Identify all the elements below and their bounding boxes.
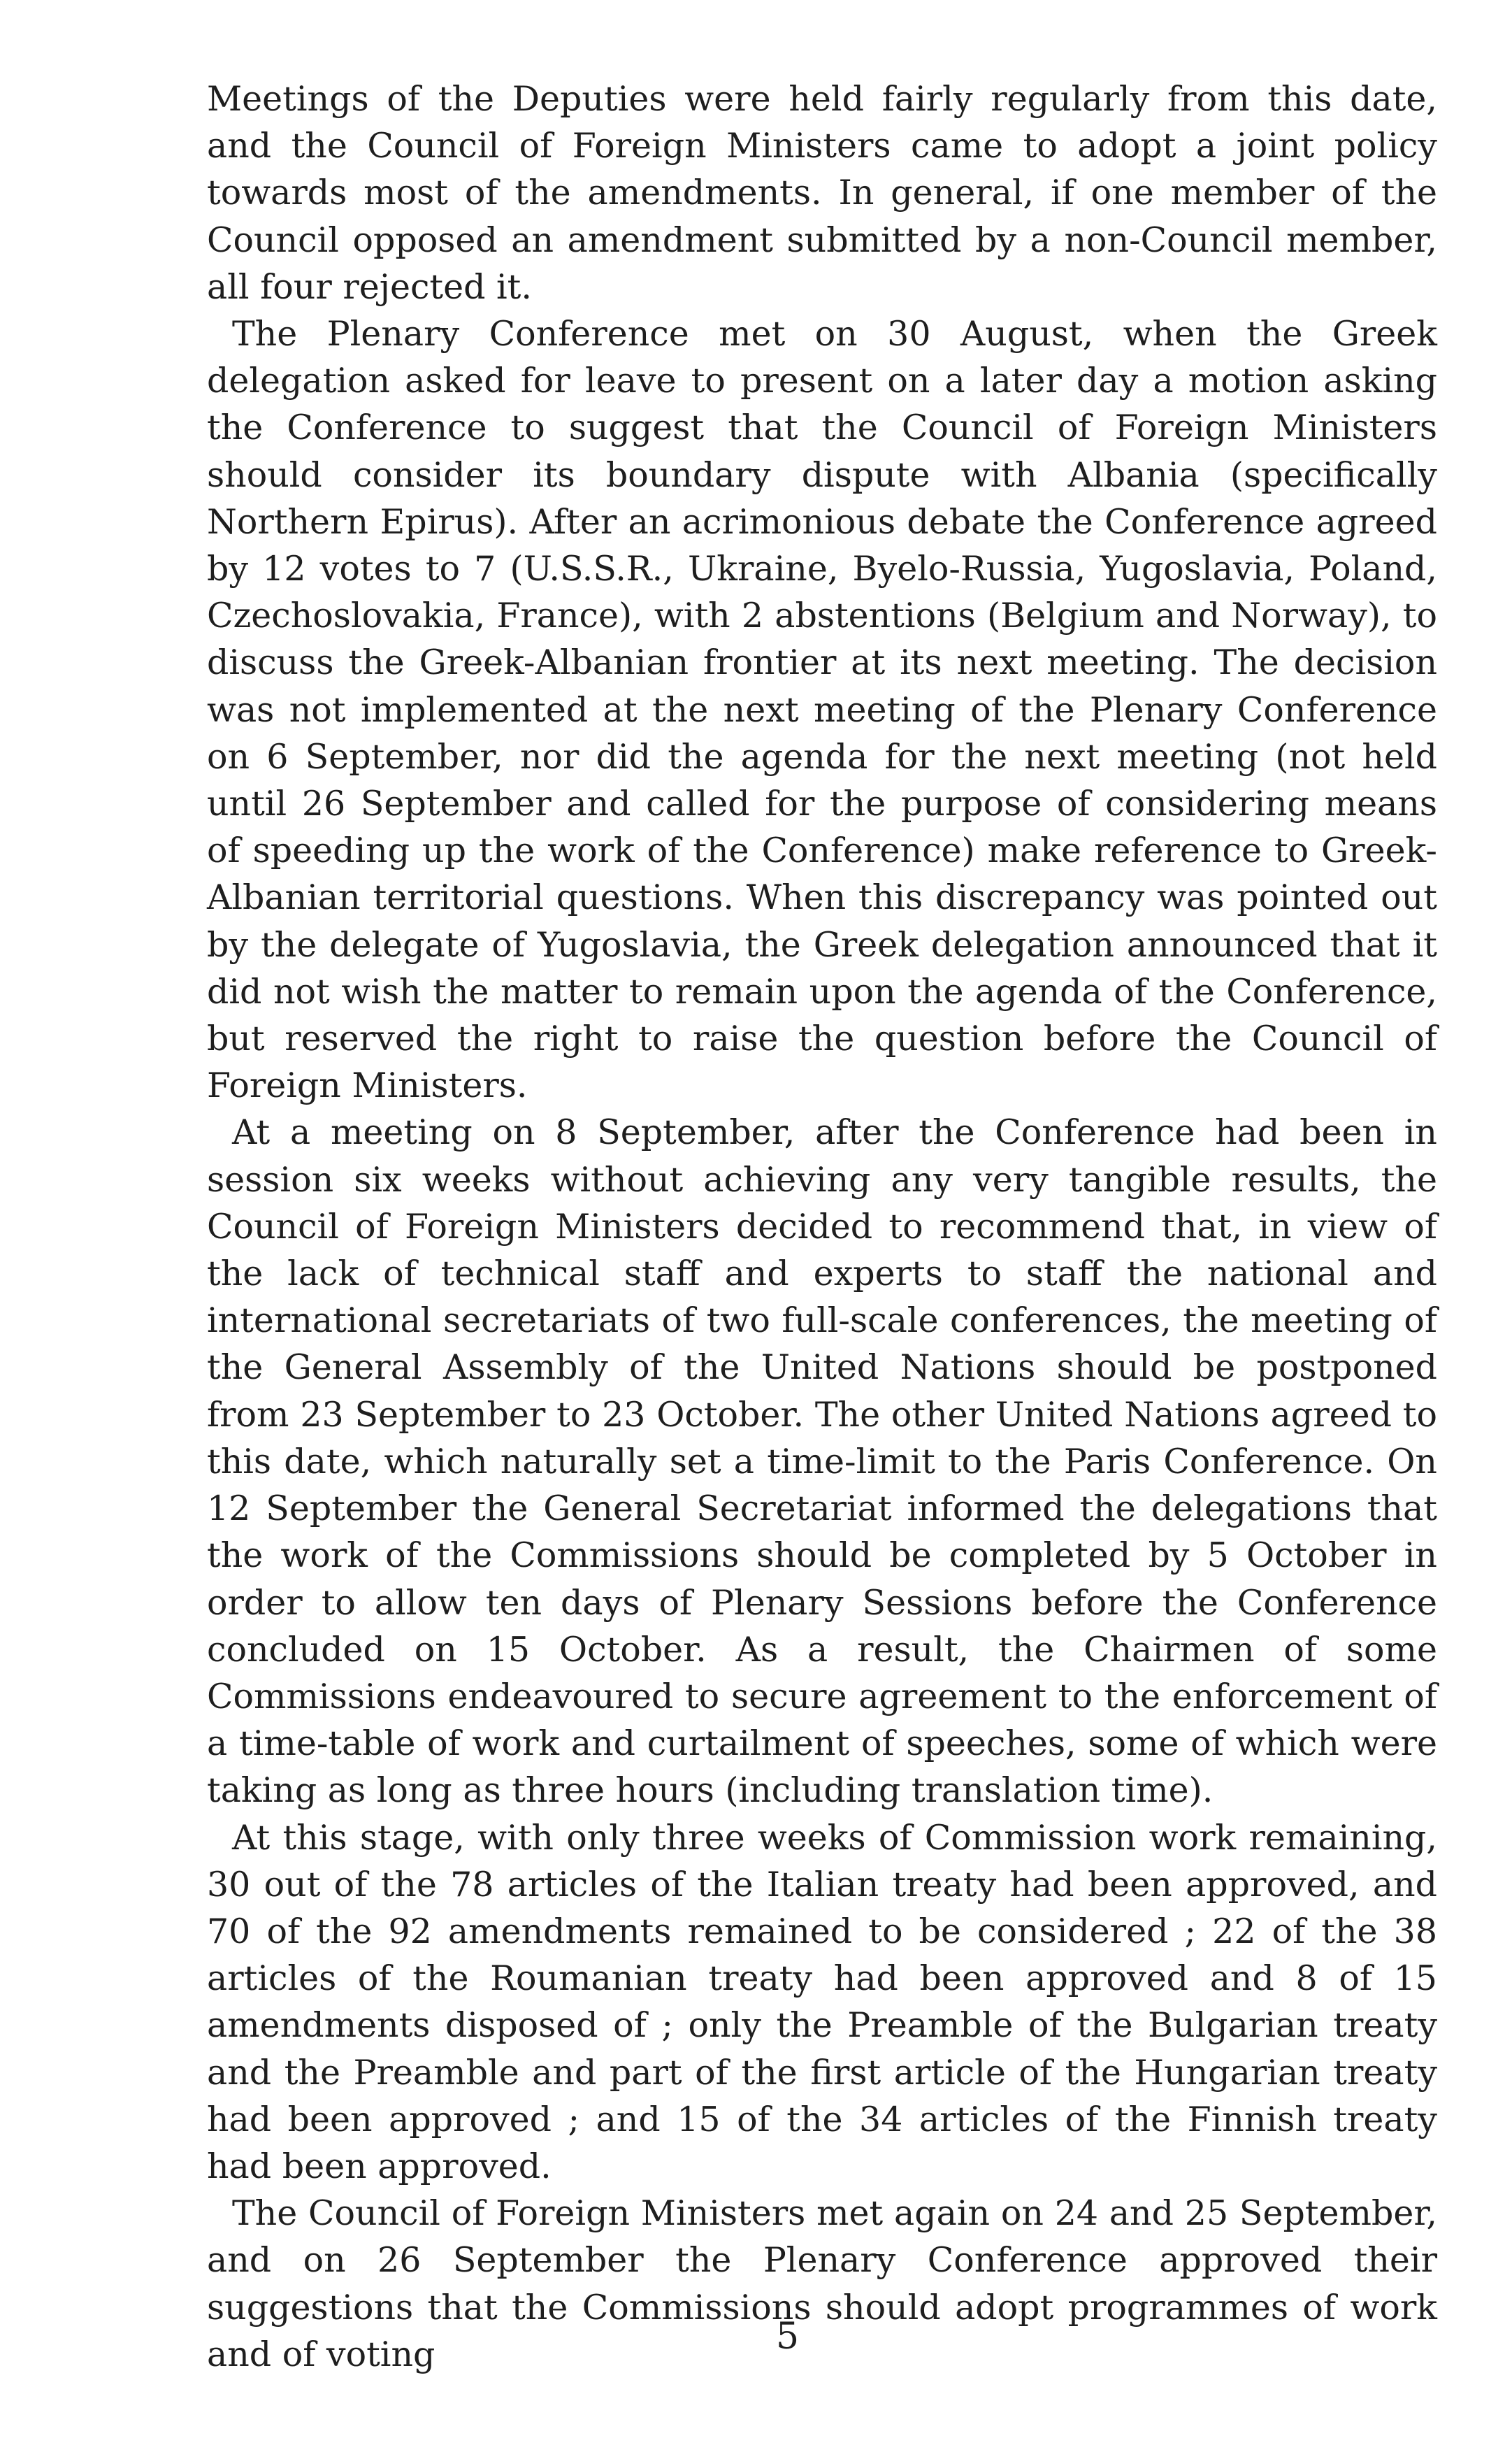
paragraph-progress-status: At this stage, with only three weeks of Commission work remaining, 30 out of the 78 articles of the Italian treaty had been approved, and 70 of the 92 amendments remained to be considered ; 22 of the 38 articles of the Roumanian treaty had been approved and 8 of 15 amendments disposed of ; only the Preamble of the Bulgarian treaty and the Preamble and part of the first article of the Hungarian treaty had been approved ; and 15 of the 34 articles of the Finnish treaty had been approved. <box>207 1817 1437 2186</box>
paragraph-time-limit: At a meeting on 8 September, after the Conference had been in session six weeks without achieving any very tangible results, the Council of Foreign Ministers decided to recommend that, in view of the lack of technical staff and experts to staff the national and international secretariats of two full-scale conferences, the meeting of the General Assembly of the United Nations should be postponed from 23 September to 23 October. The other United Nations agreed to this date, which naturally set a time-limit to the Paris Conference. On 12 September the General Secretariat informed the delegations that the work of the Commissions should be completed by 5 October in order to allow ten days of Plenary Sessions before the Conference concluded on 15 October. As a result, the Chairmen of some Commissions endeavoured to secure agreement to the enforcement of a time-table of work and curtailment of speeches, some of which were taking as long as three hours (including translation time). <box>207 1112 1437 1811</box>
paragraph-deputies-meetings: Meetings of the Deputies were held fairly regularly from this date, and the Council of Foreign Ministers came to adopt a joint policy towards most of the amendments. In general, if one member of the Council opposed an amendment submitted by a non-Council member, all four rejected it. <box>207 79 1437 307</box>
page-number: 5 <box>775 2316 800 2358</box>
paragraph-plenary-greek-motion: The Plenary Conference met on 30 August, when the Greek delegation asked for leave to present on a later day a motion asking the Conference to suggest that the Council of Foreign Ministers should consider its boundary dispute with Albania (specifically Northern Epirus). After an acrimonious debate the Conference agreed by 12 votes to 7 (U.S.S.R., Ukraine, Byelo-Russia, Yugoslavia, Poland, Czechoslovakia, France), with 2 abstentions (Belgium and Norway), to discuss the Greek-Albanian frontier at its next meeting. The decision was not implemented at the next meeting of the Plenary Conference on 6 September, nor did the agenda for the next meeting (not held until 26 September and called for the purpose of considering means of speeding up the work of the Conference) make reference to Greek-Albanian territorial questions. When this discrepancy was pointed out by the delegate of Yugoslavia, the Greek delegation announced that it did not wish the matter to remain upon the agenda of the Conference, but reserved the right to raise the question before the Council of Foreign Ministers. <box>207 314 1437 1106</box>
page-body <box>207 76 1437 2378</box>
paragraph-council-suggestions: The Council of Foreign Ministers met again on 24 and 25 September, and on 26 September the Plenary Conference approved their suggestions that the Commissions should adopt programmes of work and of voting <box>207 2193 1437 2374</box>
